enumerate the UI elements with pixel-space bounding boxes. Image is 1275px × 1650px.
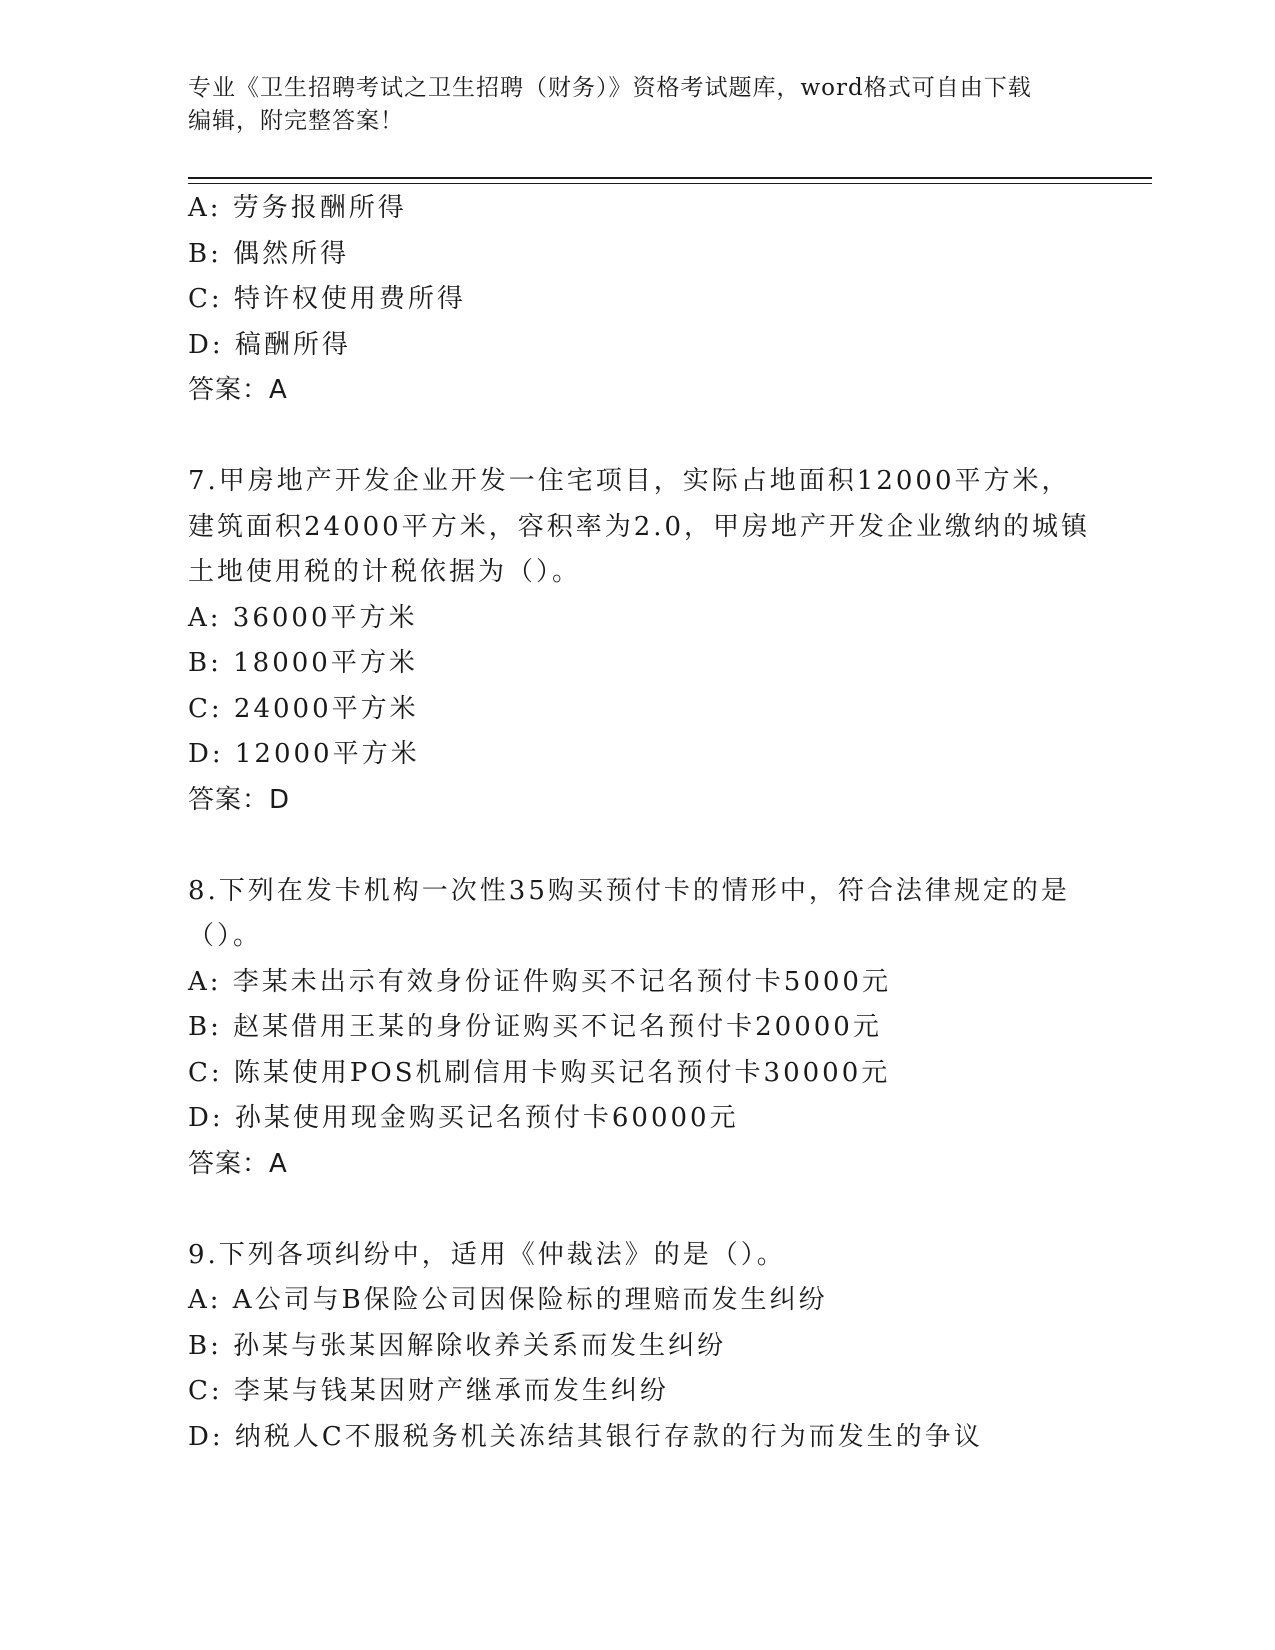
question-stem-line: 8.下列在发卡机构一次性35购买预付卡的情形中，符合法律规定的是 xyxy=(188,875,1070,906)
option-d: D: 孙某使用现金购买记名预付卡60000元 xyxy=(188,1103,739,1133)
answer-line: 答案：A xyxy=(188,1148,288,1179)
option-c: C: 李某与钱某因财产继承而发生纠纷 xyxy=(188,1376,669,1406)
answer-line: 答案：D xyxy=(188,784,291,815)
document-header xyxy=(188,72,1088,138)
option-a: A: 36000平方米 xyxy=(188,602,418,633)
spacer xyxy=(188,1187,1088,1233)
option-b: B: 18000平方米 xyxy=(188,648,418,678)
option-c: C: 特许权使用费所得 xyxy=(188,284,466,314)
question-stem-line: 9.下列各项纠纷中，适用《仲裁法》的是（）。 xyxy=(188,1239,786,1270)
question-8 xyxy=(188,869,1088,1188)
question-9 xyxy=(188,1233,1088,1461)
header-divider-thick xyxy=(188,177,1152,179)
option-c: C: 陈某使用POS机刷信用卡购买记名预付卡30000元 xyxy=(188,1057,891,1088)
question-stem-line: 7.甲房地产开发企业开发一住宅项目，实际占地面积12000平方米， xyxy=(188,466,1071,496)
question-stem-line: （）。 xyxy=(188,921,263,951)
option-d: D: 纳税人C不服税务机关冻结其银行存款的行为而发生的争议 xyxy=(188,1421,983,1452)
question-7 xyxy=(188,459,1091,823)
header-line-1: 专业《卫生招聘考试之卫生招聘（财务）》资格考试题库，word格式可自由下载 xyxy=(188,75,1032,101)
question-stem-line: 土地使用税的计税依据为（）。 xyxy=(188,557,582,587)
option-c: C: 24000平方米 xyxy=(188,693,419,724)
answer-line: 答案：A xyxy=(188,375,288,405)
spacer xyxy=(188,823,1088,869)
question-6-continued xyxy=(188,186,1088,414)
option-a: A: A公司与B保险公司因保险标的理赔而发生纠纷 xyxy=(188,1285,828,1315)
question-stem-line: 建筑面积24000平方米，容积率为2.0，甲房地产开发企业缴纳的城镇 xyxy=(188,511,1091,542)
option-d: D: 12000平方米 xyxy=(188,739,420,769)
option-d: D: 稿酬所得 xyxy=(188,329,351,360)
header-divider-thin xyxy=(188,183,1152,184)
header-line-2: 编辑，附完整答案！ xyxy=(188,108,404,134)
option-a: A: 李某未出示有效身份证件购买不记名预付卡5000元 xyxy=(188,966,891,997)
option-b: B: 赵某借用王某的身份证购买不记名预付卡20000元 xyxy=(188,1012,882,1042)
option-b: B: 孙某与张某因解除收养关系而发生纠纷 xyxy=(188,1330,727,1361)
spacer xyxy=(188,414,1088,460)
option-b: B: 偶然所得 xyxy=(188,238,350,269)
question-content xyxy=(188,186,1091,1460)
option-a: A: 劳务报酬所得 xyxy=(188,193,407,223)
